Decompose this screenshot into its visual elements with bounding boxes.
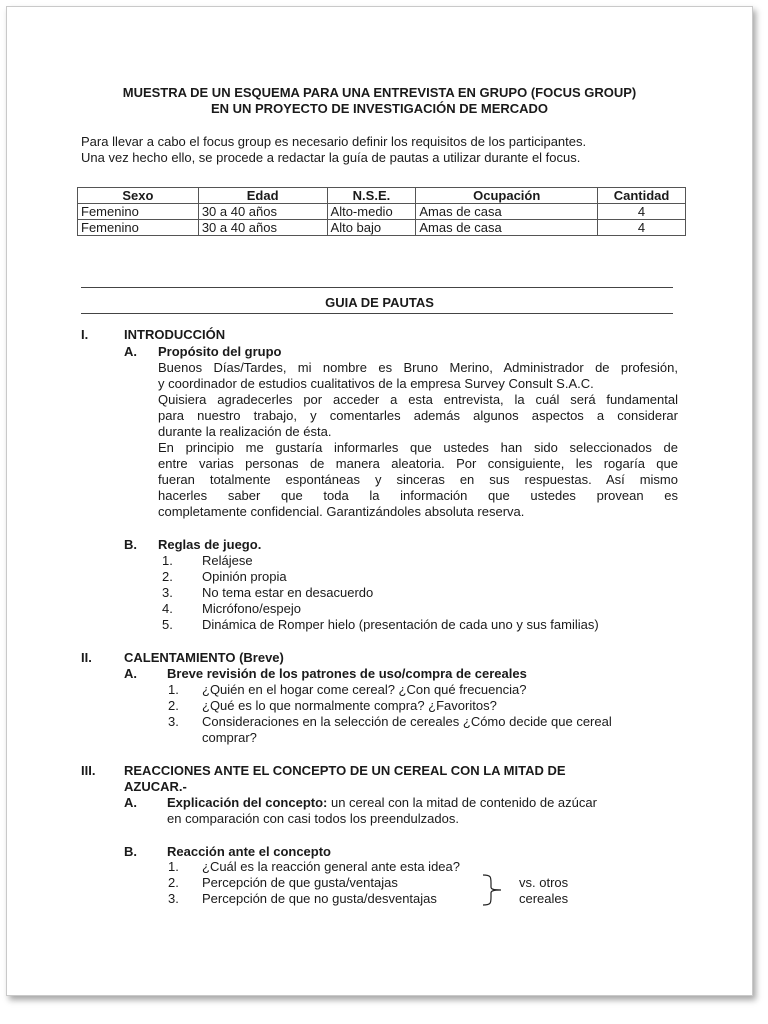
section-2-title: CALENTAMIENTO (Breve): [124, 650, 284, 665]
cell-nse: Alto bajo: [327, 220, 416, 236]
paragraph-line: y coordinador de estudios cualitativos de la empresa Survey Consult S.A.C.: [158, 376, 594, 391]
subsection-3a-letter: A.: [124, 795, 137, 810]
concept-explanation-line-1: [167, 795, 597, 811]
section-3-title-line-1: REACCIONES ANTE EL CONCEPTO DE UN CEREAL CON LA MITAD DE: [124, 763, 566, 778]
list-item-number: 5.: [162, 617, 173, 632]
paragraph-line: hacerles saber que toda la información que ustedes provean es: [158, 488, 678, 503]
list-item-number: 3.: [168, 714, 179, 729]
list-item-number: 2.: [168, 875, 179, 890]
cell-cantidad: 4: [598, 220, 686, 236]
list-item-number: 4.: [162, 601, 173, 616]
header-ocupacion: Ocupación: [416, 188, 598, 204]
concept-explanation-label: Explicación del concepto:: [167, 795, 328, 810]
cell-ocupacion: Amas de casa: [416, 220, 598, 236]
subsection-2a-title: Breve revisión de los patrones de uso/compra de cereales: [167, 666, 527, 681]
paragraph-line: Quisiera agradecerles por acceder a esta entrevista, la cuál será fundamental: [158, 392, 678, 407]
table-header-row: [78, 188, 686, 204]
section-3-title-line-2: AZUCAR.-: [124, 779, 187, 794]
guide-title: GUIA DE PAUTAS: [325, 295, 434, 310]
subsection-2a-letter: A.: [124, 666, 137, 681]
guide-top-rule: [81, 287, 673, 288]
cell-cantidad: 4: [598, 204, 686, 220]
list-item-number: 3.: [168, 891, 179, 906]
list-item: ¿Cuál es la reacción general ante esta idea?: [202, 859, 460, 874]
list-item-number: 1.: [168, 859, 179, 874]
list-item: Dinámica de Romper hielo (presentación de cada uno y sus familias): [202, 617, 599, 632]
list-item-number: 1.: [162, 553, 173, 568]
section-1-number: I.: [81, 327, 89, 342]
section-1-title: INTRODUCCIÓN: [124, 327, 226, 342]
purpose-paragraph-1: [158, 360, 678, 392]
paragraph-line: fueran totalmente espontáneas y sinceras en sus respuestas. Así mismo: [158, 472, 678, 487]
section-2-number: II.: [81, 650, 92, 665]
cell-edad: 30 a 40 años: [198, 220, 327, 236]
list-item: Percepción de que no gusta/desventajas: [202, 891, 437, 906]
cell-nse: Alto-medio: [327, 204, 416, 220]
paragraph-line: entre varias personas de manera aleatoria. Por consiguiente, les rogaría que: [158, 456, 678, 471]
participants-table: [77, 187, 686, 236]
cell-sexo: Femenino: [78, 220, 199, 236]
subsection-1a-title: Propósito del grupo: [158, 344, 282, 359]
intro-line-1: Para llevar a cabo el focus group es necesario definir los requisitos de los participantes.: [81, 134, 587, 149]
paragraph-line: Buenos Días/Tardes, mi nombre es Bruno Merino, Administrador de profesión,: [158, 360, 678, 375]
list-item-number: 2.: [162, 569, 173, 584]
cell-edad: 30 a 40 años: [198, 204, 327, 220]
comparison-label-line-1: vs. otros: [519, 875, 569, 890]
concept-explanation-text: un cereal con la mitad de contenido de azúcar: [327, 795, 597, 810]
list-item: Micrófono/espejo: [202, 601, 301, 616]
header-edad: Edad: [198, 188, 327, 204]
header-cantidad: Cantidad: [598, 188, 686, 204]
purpose-paragraph-2: [158, 392, 678, 440]
list-item: Percepción de que gusta/ventajas: [202, 875, 398, 890]
paragraph-line: completamente confidencial. Garantizándoles absoluta reserva.: [158, 504, 525, 519]
list-item: Relájese: [202, 553, 253, 568]
cell-sexo: Femenino: [78, 204, 199, 220]
paragraph-line: para nuestro trabajo, y comentarles además algunos aspectos a considerar: [158, 408, 678, 423]
subsection-3b-title: Reacción ante el concepto: [167, 844, 331, 859]
intro-line-2: Una vez hecho ello, se procede a redactar la guía de pautas a utilizar durante el focus.: [81, 150, 581, 165]
paragraph-line: durante la realización de ésta.: [158, 424, 332, 439]
subsection-1b-letter: B.: [124, 537, 137, 552]
table-row: [78, 220, 686, 236]
list-item-number: 2.: [168, 698, 179, 713]
header-nse: N.S.E.: [327, 188, 416, 204]
list-item: Consideraciones en la selección de cereales ¿Cómo decide que cereal: [202, 714, 612, 729]
paragraph-line: En principio me gustaría informarles que ustedes han sido seleccionados de: [158, 440, 678, 455]
guide-bottom-rule: [81, 313, 673, 314]
subsection-1a-letter: A.: [124, 344, 137, 359]
curly-brace-icon: [481, 873, 505, 907]
list-item: ¿Quién en el hogar come cereal? ¿Con qué frecuencia?: [202, 682, 527, 697]
document-page: [6, 6, 753, 996]
document-title-line-1: MUESTRA DE UN ESQUEMA PARA UNA ENTREVISTA EN GRUPO (FOCUS GROUP): [122, 85, 637, 100]
header-sexo: Sexo: [78, 188, 199, 204]
list-item: ¿Qué es lo que normalmente compra? ¿Favoritos?: [202, 698, 497, 713]
cell-ocupacion: Amas de casa: [416, 204, 598, 220]
list-item-number: 3.: [162, 585, 173, 600]
subsection-3b-letter: B.: [124, 844, 137, 859]
table-row: [78, 204, 686, 220]
purpose-paragraph-3: [158, 440, 678, 520]
section-3-number: III.: [81, 763, 96, 778]
subsection-1b-title: Reglas de juego.: [158, 537, 262, 552]
document-title-line-2: EN UN PROYECTO DE INVESTIGACIÓN DE MERCADO: [210, 101, 549, 116]
comparison-label-line-2: cereales: [519, 891, 569, 906]
list-item-number: 1.: [168, 682, 179, 697]
concept-explanation-line-2: en comparación con casi todos los preendulzados.: [167, 811, 459, 826]
list-item: No tema estar en desacuerdo: [202, 585, 374, 600]
list-item-continuation: comprar?: [202, 730, 257, 745]
list-item: Opinión propia: [202, 569, 287, 584]
